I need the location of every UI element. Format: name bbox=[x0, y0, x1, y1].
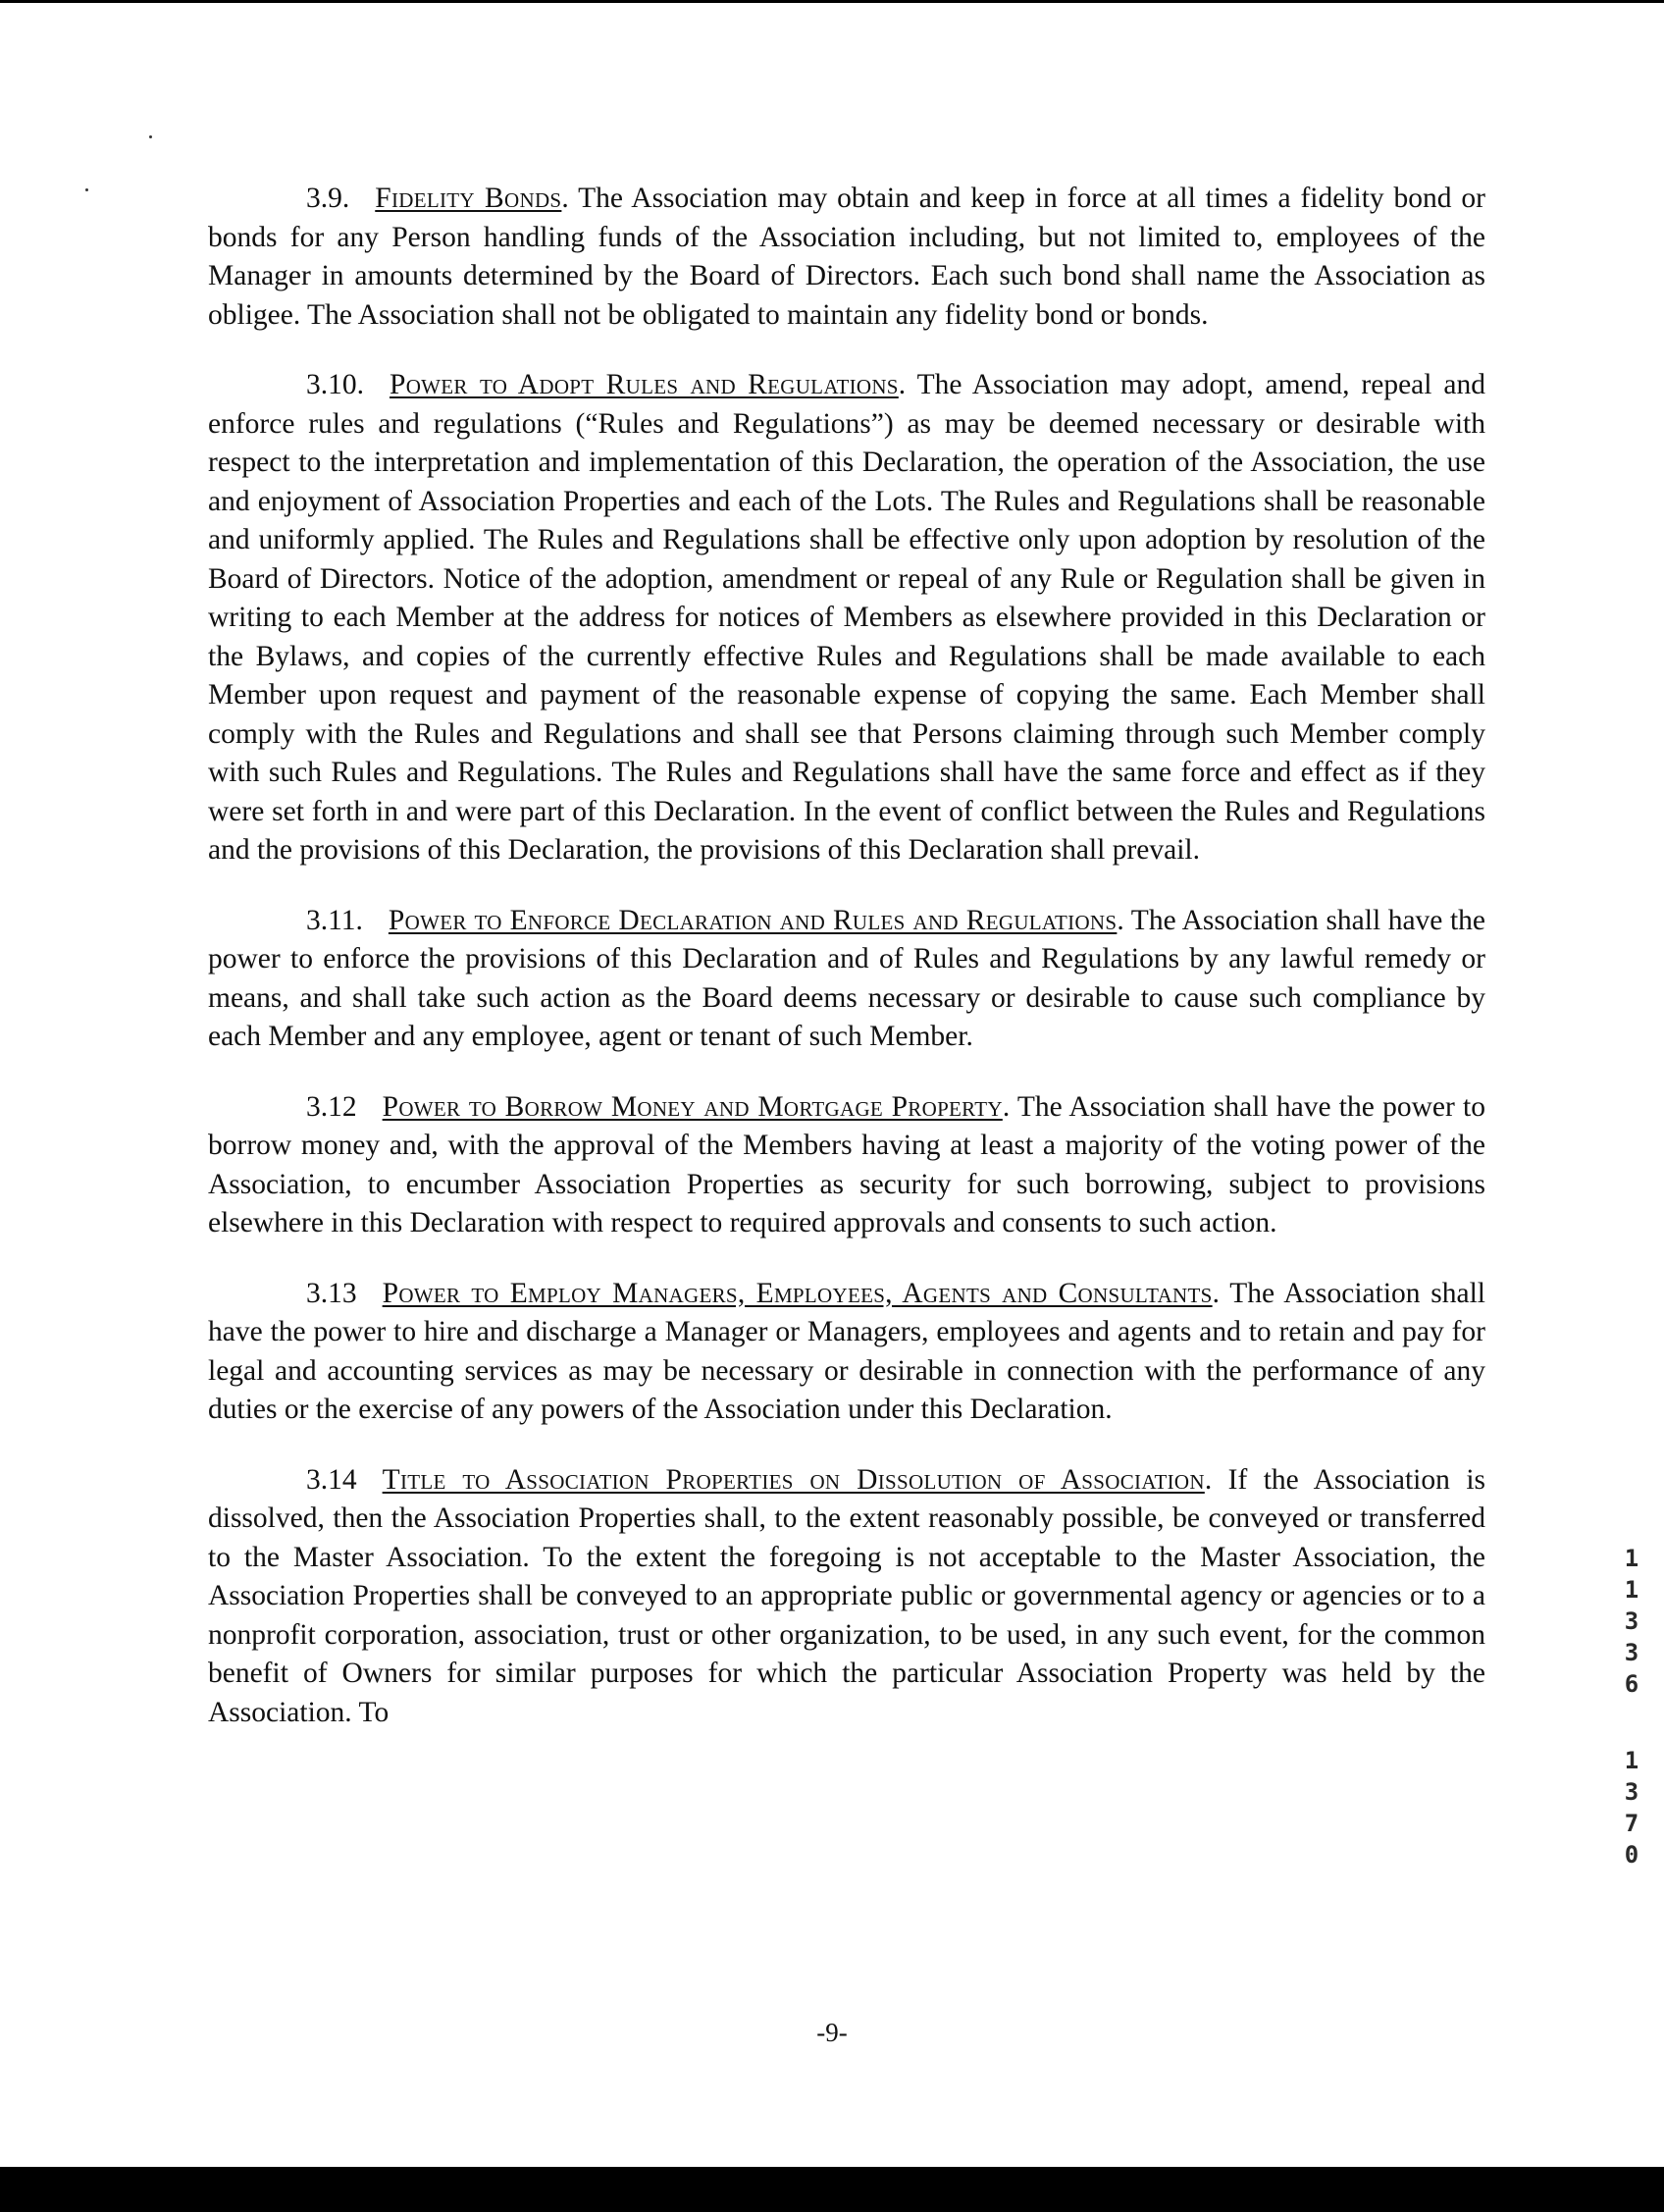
section-body: If the Association is dissolved, then the Association Properties shall, to the extent reasonably possible, be conveyed or transferred to the Master Association. To the extent the foregoing is not acceptable to the Master Association, the Association Properties shall be conveyed to an appropriate public or governmental agency or agencies or to a nonprofit corporation, association, trust or other organization, to be used, in any such event, for the common benefit of Owners for similar purposes for which the particular Association Property was held by the Association. To bbox=[208, 1463, 1486, 1728]
section-body: The Association shall have the power to borrow money and, with the approval of the Members having at least a majority of the voting power of the Association, to encumber Association Properties as security for such borrowing, subject to provisions elsewhere in this Declaration with respect to required approvals and consents to such action. bbox=[208, 1090, 1485, 1238]
scan-speck bbox=[149, 135, 152, 138]
section-body: The Association may adopt, amend, repeal and enforce rules and regulations (“Rules and Regulations”) as may be deemed necessary or desirable with respect to the interpretation and implementation of this Declaration, the operation of the Association, the use and enjoyment of Association Properties and each of the Lots. The Rules and Regulations shall be reasonable and uniformly applied. The Rules and Regulations shall be effective only upon adoption by resolution of the Board of Directors. Notice of the adoption, amendment or repeal of any Rule or Regulation shall be given in writing to each Member at the address for notices of Members as elsewhere provided in this Declaration or the Bylaws, and copies of the currently effective Rules and Regulations shall be made available to each Member upon request and payment of the reasonable expense of copying the same. Each Member shall comply with the Rules and Regulations and shall see that Persons claiming through such Member comply with such Rules and Regulations. The Rules and Regulations shall have the same force and effect as if they were set forth in and were part of this Declaration. In the event of conflict between the Rules and Regulations and the provisions of this Declaration, the provisions of this Declaration shall prevail. bbox=[208, 369, 1485, 866]
section-heading: Power to Employ Managers, Employees, Agents and Consultants bbox=[382, 1277, 1213, 1309]
heading-punctuation: . bbox=[561, 183, 569, 214]
scan-bottom-band bbox=[0, 2167, 1664, 2212]
heading-punctuation: . bbox=[1212, 1277, 1220, 1309]
heading-punctuation: . bbox=[1002, 1090, 1011, 1123]
section-3-14 bbox=[208, 1461, 1485, 1733]
section-number: 3.12 bbox=[306, 1090, 357, 1123]
section-number: 3.13 bbox=[306, 1277, 357, 1309]
stamp-digit: 0 bbox=[1624, 1841, 1639, 1869]
stamp-digit: 3 bbox=[1624, 1607, 1639, 1635]
section-body: The Association may obtain and keep in force at all times a fidelity bond or bonds for any Person handling funds of the Association including, but not limited to, employees of the Manager in amounts determined by the Board of Directors. Each such bond shall name the Association as obligee. The Association shall not be obligated to maintain any fidelity bond or bonds. bbox=[208, 183, 1485, 331]
section-3-11 bbox=[208, 902, 1485, 1057]
section-3-13 bbox=[208, 1275, 1485, 1430]
section-heading: Title to Association Properties on Dissolution of Association bbox=[382, 1463, 1205, 1496]
page-number: -9- bbox=[816, 2018, 848, 2047]
section-3-12 bbox=[208, 1088, 1485, 1243]
section-heading: Power to Borrow Money and Mortgage Property bbox=[382, 1090, 1003, 1123]
document-body bbox=[208, 180, 1485, 1764]
section-number: 3.11. bbox=[306, 904, 363, 936]
section-heading: Power to Adopt Rules and Regulations bbox=[390, 369, 899, 400]
margin-stamp-lower bbox=[1619, 1745, 1644, 1870]
scan-top-border bbox=[0, 0, 1664, 3]
margin-stamp-upper bbox=[1619, 1543, 1644, 1700]
section-number: 3.9. bbox=[306, 183, 350, 214]
stamp-digit: 1 bbox=[1624, 1576, 1639, 1604]
stamp-digit: 3 bbox=[1624, 1778, 1639, 1806]
section-body: The Association shall have the power to enforce the provisions of this Declaration and of Rules and Regulations by any lawful remedy or means, and shall take such action as the Board deems necessary or desirable to cause such compliance by each Member and any employee, agent or tenant of such Member. bbox=[208, 904, 1486, 1052]
scan-speck bbox=[85, 188, 88, 191]
stamp-digit: 7 bbox=[1624, 1810, 1639, 1837]
stamp-digit: 1 bbox=[1624, 1747, 1639, 1774]
section-number: 3.14 bbox=[306, 1463, 357, 1496]
section-heading: Fidelity Bonds bbox=[375, 183, 562, 214]
section-3-10 bbox=[208, 366, 1485, 870]
stamp-digit: 6 bbox=[1624, 1670, 1639, 1698]
heading-punctuation: . bbox=[898, 369, 907, 400]
heading-punctuation: . bbox=[1117, 904, 1124, 936]
heading-punctuation: . bbox=[1204, 1463, 1213, 1496]
stamp-digit: 1 bbox=[1624, 1545, 1639, 1572]
section-number: 3.10. bbox=[306, 369, 364, 400]
section-heading: Power to Enforce Declaration and Rules and Regulations bbox=[388, 904, 1118, 936]
section-3-9 bbox=[208, 180, 1485, 335]
stamp-digit: 3 bbox=[1624, 1639, 1639, 1666]
section-body: The Association shall have the power to hire and discharge a Manager or Managers, employees and agents and to retain and pay for legal and accounting services as may be necessary or desirable in connection with the performance of any duties or the exercise of any powers of the Association under this Declaration. bbox=[208, 1277, 1485, 1425]
